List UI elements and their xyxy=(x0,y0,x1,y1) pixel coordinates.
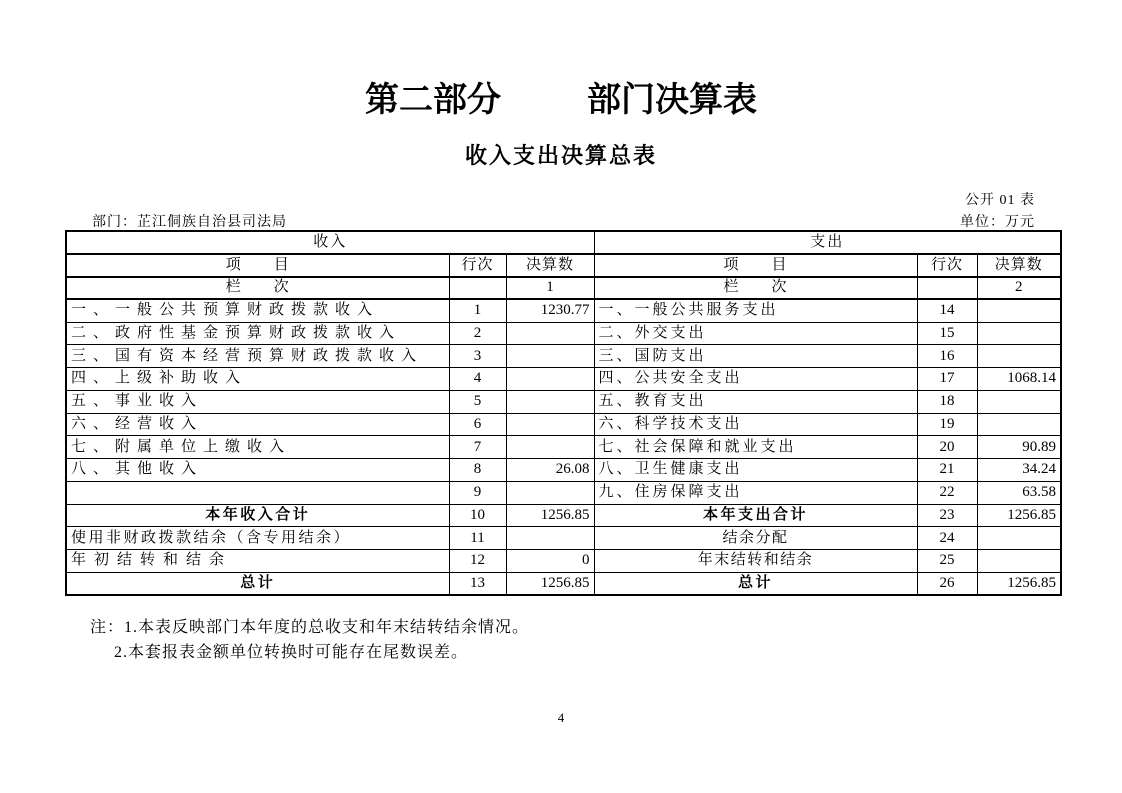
expense-rowno-cell: 26 xyxy=(917,572,977,595)
table-row xyxy=(66,322,1061,345)
table-row xyxy=(66,527,1061,550)
income-rowno-cell: 4 xyxy=(449,368,506,391)
income-amount-cell xyxy=(506,322,594,345)
income-item-cell xyxy=(66,481,449,504)
page-title-part1: 第二部分 xyxy=(365,82,501,119)
income-item-cell: 四、上级补助收入 xyxy=(66,368,449,391)
income-column-index-empty-cell xyxy=(449,277,506,300)
expense-section-header: 支出 xyxy=(594,231,1061,254)
table-row xyxy=(66,368,1061,391)
grand-total-row xyxy=(66,572,1061,595)
expense-amount-cell: 34.24 xyxy=(977,459,1061,482)
expense-amount-cell xyxy=(977,322,1061,345)
expense-amount-cell: 1256.85 xyxy=(977,504,1061,527)
income-amount-cell xyxy=(506,390,594,413)
table-row xyxy=(66,390,1061,413)
column-header-row xyxy=(66,254,1061,277)
table-row xyxy=(66,299,1061,322)
income-rowno-cell: 1 xyxy=(449,299,506,322)
expense-item-cell: 四、公共安全支出 xyxy=(594,368,917,391)
expense-rowno-cell: 19 xyxy=(917,413,977,436)
budget-summary-table xyxy=(65,230,1062,596)
income-rowno-cell: 11 xyxy=(449,527,506,550)
table-row xyxy=(66,413,1061,436)
income-item-column-header: 项 目 xyxy=(66,254,449,277)
income-amount-cell xyxy=(506,436,594,459)
unit-label: 单位：万元 xyxy=(960,215,1035,230)
income-item-cell: 五、事业收入 xyxy=(66,390,449,413)
income-column-number: 1 xyxy=(506,277,594,300)
table-row xyxy=(66,481,1061,504)
expense-rowno-cell: 17 xyxy=(917,368,977,391)
income-rowno-cell: 9 xyxy=(449,481,506,504)
expense-rowno-cell: 14 xyxy=(917,299,977,322)
section-header-row xyxy=(66,231,1061,254)
income-rowno-cell: 13 xyxy=(449,572,506,595)
income-amount-column-header: 决算数 xyxy=(506,254,594,277)
expense-item-cell: 九、住房保障支出 xyxy=(594,481,917,504)
income-rowno-cell: 7 xyxy=(449,436,506,459)
expense-item-cell: 年末结转和结余 xyxy=(594,550,917,573)
expense-rowno-cell: 25 xyxy=(917,550,977,573)
expense-amount-cell xyxy=(977,550,1061,573)
expense-item-cell: 二、外交支出 xyxy=(594,322,917,345)
expense-column-number: 2 xyxy=(977,277,1061,300)
income-amount-cell xyxy=(506,345,594,368)
footnote-line-1: 注：1.本表反映部门本年度的总收支和年末结转结余情况。 xyxy=(90,619,530,636)
table-row xyxy=(66,550,1061,573)
footnotes xyxy=(90,616,529,665)
income-amount-cell xyxy=(506,413,594,436)
income-amount-cell: 1256.85 xyxy=(506,572,594,595)
income-rowno-cell: 12 xyxy=(449,550,506,573)
page-title-part2: 部门决算表 xyxy=(587,82,757,119)
expense-rowno-cell: 21 xyxy=(917,459,977,482)
table-row xyxy=(66,345,1061,368)
expense-amount-cell xyxy=(977,345,1061,368)
income-amount-cell: 0 xyxy=(506,550,594,573)
income-amount-cell: 1256.85 xyxy=(506,504,594,527)
income-rowno-cell: 5 xyxy=(449,390,506,413)
income-item-cell: 本年收入合计 xyxy=(66,504,449,527)
table-subtitle: 收入支出决算总表 xyxy=(464,143,657,168)
income-amount-cell xyxy=(506,481,594,504)
expense-amount-cell xyxy=(977,299,1061,322)
income-item-cell: 六、经营收入 xyxy=(66,413,449,436)
expense-rowno-cell: 22 xyxy=(917,481,977,504)
expense-item-cell: 总计 xyxy=(594,572,917,595)
income-rowno-cell: 3 xyxy=(449,345,506,368)
expense-amount-cell: 1068.14 xyxy=(977,368,1061,391)
page-title xyxy=(0,84,1122,118)
expense-rowno-cell: 16 xyxy=(917,345,977,368)
income-rowno-cell: 2 xyxy=(449,322,506,345)
expense-rowno-cell: 23 xyxy=(917,504,977,527)
expense-rowno-cell: 15 xyxy=(917,322,977,345)
expense-rowno-cell: 18 xyxy=(917,390,977,413)
income-item-cell: 七、附属单位上缴收入 xyxy=(66,436,449,459)
footnote-line-2: 2.本套报表金额单位转换时可能存在尾数误差。 xyxy=(114,643,469,661)
expense-amount-cell xyxy=(977,413,1061,436)
table-row xyxy=(66,436,1061,459)
expense-amount-cell: 1256.85 xyxy=(977,572,1061,595)
income-item-cell: 总计 xyxy=(66,572,449,595)
income-item-cell: 使用非财政拨款结余（含专用结余） xyxy=(66,527,449,550)
page-number: 4 xyxy=(557,710,565,725)
expense-column-index-label: 栏 次 xyxy=(594,277,917,300)
income-total-row xyxy=(66,504,1061,527)
expense-item-cell: 本年支出合计 xyxy=(594,504,917,527)
expense-column-index-empty-cell xyxy=(917,277,977,300)
income-amount-cell xyxy=(506,368,594,391)
income-item-cell: 年初结转和结余 xyxy=(66,550,449,573)
income-amount-cell xyxy=(506,527,594,550)
expense-amount-column-header: 决算数 xyxy=(977,254,1061,277)
expense-amount-cell: 63.58 xyxy=(977,481,1061,504)
expense-item-cell: 五、教育支出 xyxy=(594,390,917,413)
income-amount-cell: 26.08 xyxy=(506,459,594,482)
expense-item-cell: 七、社会保障和就业支出 xyxy=(594,436,917,459)
table-code-label: 公开 01 表 xyxy=(965,193,1035,208)
income-rowno-cell: 6 xyxy=(449,413,506,436)
expense-rowno-cell: 20 xyxy=(917,436,977,459)
department-label: 部门：芷江侗族自治县司法局 xyxy=(92,215,287,230)
expense-rowno-cell: 24 xyxy=(917,527,977,550)
expense-item-column-header: 项 目 xyxy=(594,254,917,277)
income-rowno-column-header: 行次 xyxy=(449,254,506,277)
column-index-row xyxy=(66,277,1061,300)
expense-rowno-column-header: 行次 xyxy=(917,254,977,277)
income-rowno-cell: 10 xyxy=(449,504,506,527)
expense-item-cell: 八、卫生健康支出 xyxy=(594,459,917,482)
income-section-header: 收入 xyxy=(66,231,594,254)
income-item-cell: 八、其他收入 xyxy=(66,459,449,482)
expense-item-cell: 结余分配 xyxy=(594,527,917,550)
expense-amount-cell: 90.89 xyxy=(977,436,1061,459)
expense-item-cell: 三、国防支出 xyxy=(594,345,917,368)
expense-item-cell: 一、一般公共服务支出 xyxy=(594,299,917,322)
income-item-cell: 一、一般公共预算财政拨款收入 xyxy=(66,299,449,322)
income-item-cell: 二、政府性基金预算财政拨款收入 xyxy=(66,322,449,345)
income-rowno-cell: 8 xyxy=(449,459,506,482)
expense-item-cell: 六、科学技术支出 xyxy=(594,413,917,436)
expense-amount-cell xyxy=(977,390,1061,413)
income-item-cell: 三、国有资本经营预算财政拨款收入 xyxy=(66,345,449,368)
table-row xyxy=(66,459,1061,482)
income-column-index-label: 栏 次 xyxy=(66,277,449,300)
expense-amount-cell xyxy=(977,527,1061,550)
income-amount-cell: 1230.77 xyxy=(506,299,594,322)
